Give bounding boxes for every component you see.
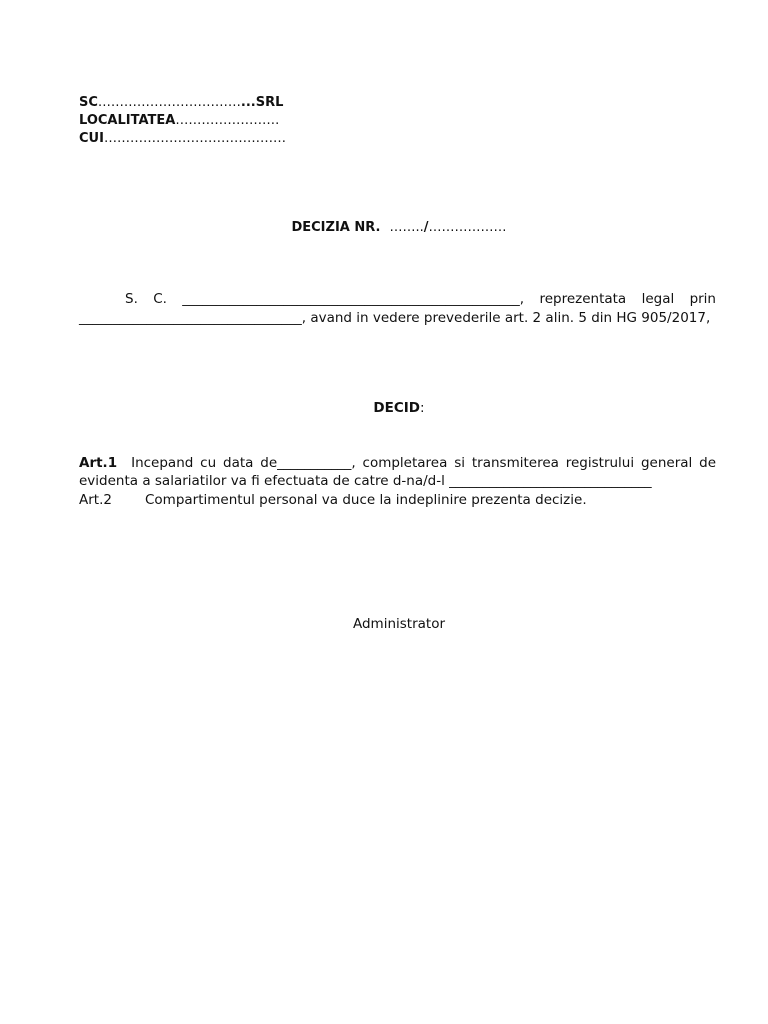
cui-label: CUI [79,131,104,146]
locality-line [79,112,286,130]
art1-text-after: , completarea si transmiterea registrului general de evidenta a salariatilor va fi efectuata de catre d-na/d-l [79,455,716,489]
title-label: DECIZIA NR. [291,220,381,235]
signature-role: Administrator [352,616,446,632]
title-number-dots: …….. [389,220,424,235]
article-1 [79,454,716,490]
sc-dots: …………………………… [97,95,241,110]
art2-text: Compartimentul personal va duce la indeplinire prezenta decizie. [145,492,587,508]
decid-label: DECID [373,400,420,416]
localitatea-label: LOCALITATEA [79,113,176,128]
art1-blank-person: ______________________________ [449,473,652,489]
company-header [79,94,286,148]
decid-colon: : [420,400,425,416]
intro-blank-company: __________________________________________________ [182,291,520,307]
sc-label: SC [79,95,98,110]
title-date-dots: ……………… [428,220,507,235]
art1-label: Art.1 [79,455,118,471]
cui-line [79,130,286,148]
art1-blank-date: ___________ [277,455,352,471]
company-line [79,94,286,112]
sc-suffix: ...SRL [240,95,284,110]
intro-paragraph [79,290,716,328]
intro-suffix: , avand in vedere prevederile art. 2 alin. 5 din HG 905/2017, [301,310,711,326]
decision-title [0,220,768,235]
art2-label: Art.2 [79,492,112,508]
intro-middle: , reprezentata legal prin [519,291,716,307]
intro-blank-representative: _________________________________ [79,310,302,326]
title-separator: / [423,220,429,235]
intro-prefix: S. C. [125,291,183,307]
localitatea-dots: …………………… [175,113,280,128]
art1-text-before: Incepand cu data de [131,455,278,471]
decid-heading [0,400,768,416]
article-2 [79,491,716,509]
cui-dots: …………………………………… [103,131,286,146]
